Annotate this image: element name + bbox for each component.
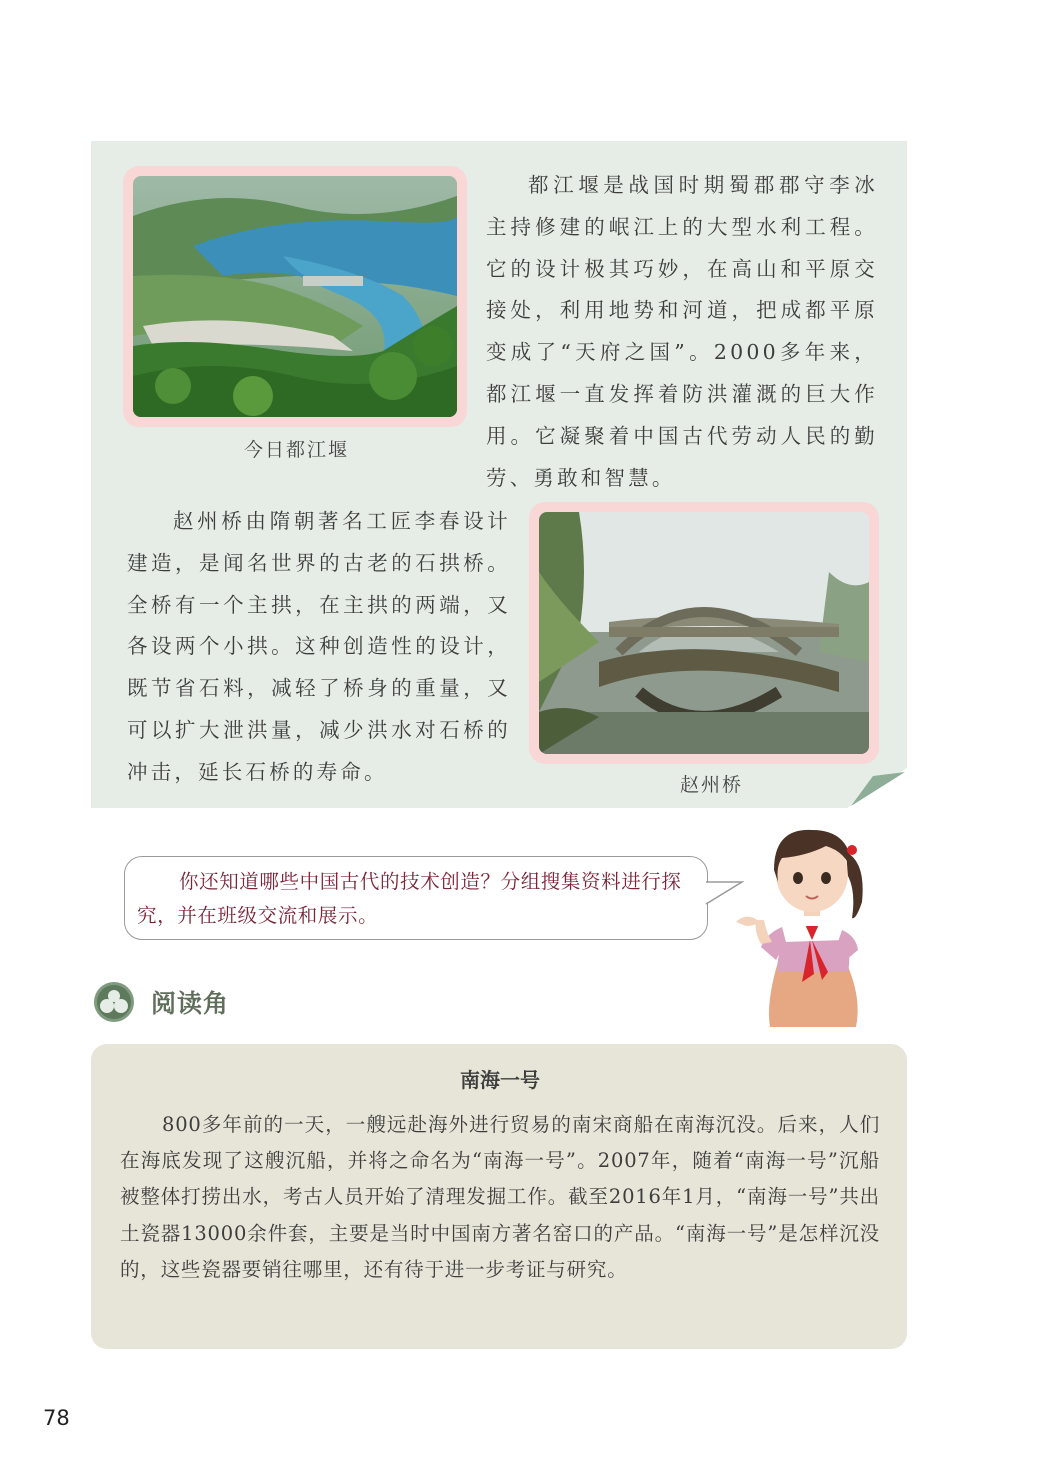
zhaozhou-paragraph: 赵州桥由隋朝著名工匠李春设计建造，是闻名世界的古老的石拱桥。全桥有一个主拱，在主拱的两端，又各设两个小拱。这种创造性的设计，既节省石料，减轻了桥身的重量，又可以扩大泄洪量，减少洪水对石桥的冲击，延长石桥的寿命。 <box>127 509 511 784</box>
zhaozhou-bridge-photo <box>539 512 869 754</box>
speech-bubble <box>124 856 708 940</box>
page-number: 78 <box>43 1406 70 1430</box>
dujiangyan-photo <box>133 176 457 417</box>
reading-heading: 南海一号 <box>460 1068 540 1092</box>
dujiangyan-paragraph: 都江堰是战国时期蜀郡郡守李冰主持修建的岷江上的大型水利工程。它的设计极其巧妙，在高山和平原交接处，利用地势和河道，把成都平原变成了“天府之国”。2000多年来，都江堰一直发挥着防洪灌溉的巨大作用。它凝聚着中国古代劳动人民的勤劳、勇敢和智慧。 <box>486 173 878 490</box>
zhaozhou-caption: 赵州桥 <box>680 774 744 796</box>
dujiangyan-caption: 今日都江堰 <box>244 439 350 461</box>
zhaozhou-bridge-photo-frame <box>529 502 879 764</box>
speech-bubble-text: 你还知道哪些中国古代的技术创造？分组搜集资料进行探究，并在班级交流和展示。 <box>137 870 682 927</box>
girl-illustration <box>706 822 886 1032</box>
reading-corner-icon <box>93 981 135 1023</box>
panel-corner-fold <box>847 768 907 808</box>
dujiangyan-photo-frame <box>123 166 467 427</box>
reading-corner-label: 阅读角 <box>151 989 230 1018</box>
reading-body: 800多年前的一天，一艘远赴海外进行贸易的南宋商船在南海沉没。后来，人们在海底发现了这艘沉船，并将之命名为“南海一号”。2007年，随着“南海一号”沉船被整体打捞出水，考古人员开始了清理发掘工作。截至2016年1月，“南海一号”共出土瓷器13000余件套，主要是当时中国南方著名窑口的产品。“南海一号”是怎样沉没的，这些瓷器要销往哪里，还有待于进一步考证与研究。 <box>120 1113 880 1281</box>
